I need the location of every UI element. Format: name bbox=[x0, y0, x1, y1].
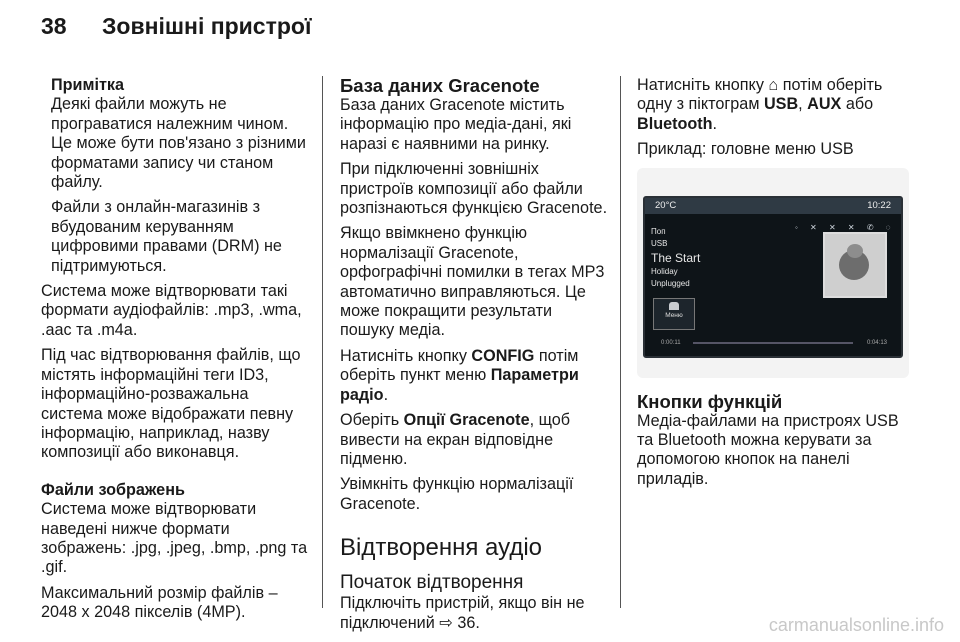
column-divider bbox=[620, 76, 621, 608]
list-item: USB bbox=[651, 238, 668, 248]
status-icons: ◦ ✕ ✕ ✕ ✆ ◌ bbox=[795, 222, 896, 232]
note-paragraph: Файли з онлайн-магазинів з вбудованим керуванням цифровими правами (DRM) не підтримуються. bbox=[51, 198, 282, 275]
paragraph: Максимальний розмір файлів – 2048 x 2048 пікселів (4MP). bbox=[41, 583, 278, 622]
usb-menu-screenshot bbox=[637, 168, 909, 378]
radio-settings-label: Параметри радіо bbox=[340, 366, 579, 404]
track-list bbox=[651, 226, 700, 290]
section-heading-images: Файли зображень bbox=[41, 480, 185, 499]
watermark: carmanualsonline.info bbox=[768, 615, 944, 635]
paragraph: Приклад: головне меню USB bbox=[637, 140, 854, 159]
temperature-readout: 20°C bbox=[655, 199, 677, 211]
paragraph: Натисніть кнопку CONFIG потім оберіть пункт меню Параметри радіо. bbox=[340, 346, 579, 404]
list-item: Holiday bbox=[651, 266, 678, 276]
paragraph: Оберіть Опції Gracenote, щоб вивести на екран відповідне підменю. bbox=[340, 411, 570, 468]
elapsed-time: 0:00:11 bbox=[661, 339, 681, 346]
note-box bbox=[41, 76, 309, 276]
album-art-image bbox=[823, 232, 887, 298]
note-title: Примітка bbox=[51, 76, 124, 94]
subsection-heading-start: Початок відтворення bbox=[340, 572, 524, 594]
paragraph: База даних Gracenote містить інформацію про медіа-дані, які наразі є наявними на ринку. bbox=[340, 96, 572, 153]
list-item: Поп bbox=[651, 226, 666, 236]
menu-button: Меню bbox=[653, 298, 695, 330]
screen-status-bar bbox=[645, 198, 901, 214]
paragraph: Якщо ввімкнено функцію нормалізації Gracenote, орфографічні помилки в тегах MP3 автоматично виправляються. Це може покращити результати пошуку медіа. bbox=[340, 224, 605, 340]
aux-label: AUX bbox=[807, 95, 842, 114]
column-divider bbox=[322, 76, 323, 608]
paragraph: Система може відтворювати наведені нижче формати зображень: .jpg, .jpeg, .bmp, .png та .gif. bbox=[41, 500, 308, 577]
list-item: The Start bbox=[651, 250, 701, 265]
paragraph: Підключіть пристрій, якщо він не підключений ⇨ 36. bbox=[340, 594, 585, 632]
paragraph: Медіа-файлами на пристроях USB та Bluetooth можна керувати за допомогою кнопок на панелі приладів. bbox=[637, 411, 899, 488]
bluetooth-label: Bluetooth bbox=[637, 114, 713, 133]
clock-readout: 10:22 bbox=[867, 199, 891, 211]
total-time: 0:04:13 bbox=[866, 339, 887, 346]
gracenote-options-label: Опції Gracenote bbox=[403, 411, 530, 430]
menu-icon bbox=[669, 302, 679, 310]
usb-label: USB bbox=[763, 95, 799, 114]
note-paragraph: Деякі файли можуть не програватися належним чином. Це може бути пов'язано з різними форматами запису чи станом файлу. bbox=[51, 95, 306, 192]
paragraph: Під час відтворювання файлів, що містять інформаційні теги ID3, інформаційно-розважальна система може відображати певну інформацію, наприклад, назву композиції або виконавця. bbox=[41, 346, 301, 462]
column-middle bbox=[340, 76, 608, 639]
config-button-label: CONFIG bbox=[471, 346, 535, 365]
section-heading-function-buttons: Кнопки функцій bbox=[637, 390, 783, 412]
infotainment-screen bbox=[643, 196, 903, 358]
paragraph: Натисніть кнопку ⌂ потім оберіть одну з піктограм USB, AUX або Bluetooth. bbox=[637, 76, 883, 133]
page-reference-arrow-icon: ⇨ bbox=[439, 613, 453, 632]
page-header bbox=[0, 0, 960, 48]
page-title: Зовнішні пристрої bbox=[102, 13, 312, 39]
list-item: Unplugged bbox=[651, 278, 690, 288]
home-icon: ⌂ bbox=[768, 76, 779, 94]
progress-bar bbox=[653, 338, 893, 348]
paragraph: Увімкніть функцію нормалізації Gracenote. bbox=[340, 475, 574, 513]
section-heading-gracenote: База даних Gracenote bbox=[340, 75, 540, 96]
paragraph: При підключенні зовнішніх пристроїв композиції або файли розпізнаються функцією Gracenote. bbox=[340, 160, 608, 218]
column-right bbox=[637, 76, 909, 495]
section-heading-playback: Відтворення аудіо bbox=[340, 534, 542, 562]
column-left bbox=[41, 76, 309, 629]
page-number: 38 bbox=[41, 13, 67, 39]
paragraph: Система може відтворювати такі формати аудіофайлів: .mp3, .wma, .aac та .m4a. bbox=[41, 282, 302, 339]
